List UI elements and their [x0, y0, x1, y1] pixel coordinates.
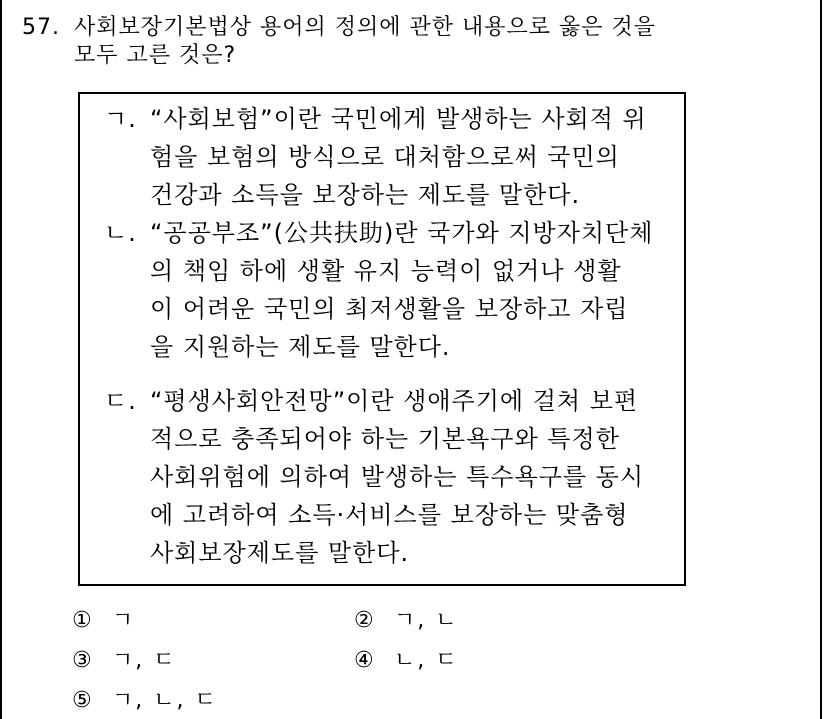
question-text-2: 모두 고른 것은? [74, 43, 237, 68]
option-number-2: ② [354, 608, 376, 633]
statement-mark-2: ㄴ. [104, 219, 137, 247]
statement-mark-1: ㄱ. [104, 105, 137, 133]
question-line-1 [22, 14, 802, 42]
statement-line: “사회보험”이란 국민에게 발생하는 사회적 위 [150, 105, 647, 133]
statement-line: 에 고려하여 소득·서비스를 보장하는 맞춤형 [150, 501, 629, 529]
option-number-5: ⑤ [72, 688, 94, 713]
option-number-3: ③ [72, 648, 94, 673]
option-2[interactable] [354, 606, 459, 636]
option-1[interactable] [72, 606, 135, 636]
statement-line: “공공부조”(公共扶助)란 국가와 지방자치단체 [150, 219, 654, 247]
statement-line: 이 어려운 국민의 최저생활을 보장하고 자립 [150, 295, 629, 323]
question-number: 57. [22, 15, 60, 40]
statement-line: 험을 보험의 방식으로 대처함으로써 국민의 [150, 143, 620, 171]
question [22, 14, 802, 70]
option-number-1: ① [72, 608, 94, 633]
option-number-4: ④ [354, 648, 376, 673]
statement-item-1 [104, 100, 664, 214]
option-5[interactable] [72, 686, 218, 716]
statement-line: 사회보장제도를 말한다. [150, 539, 410, 567]
question-text-1: 사회보장기본법상 용어의 정의에 관한 내용으로 옳은 것을 [74, 15, 657, 40]
statement-item-3 [104, 382, 664, 572]
option-text-4: ㄴ, ㄷ [394, 648, 459, 673]
statement-line: “평생사회안전망”이란 생애주기에 걸쳐 보편 [150, 387, 639, 415]
statement-line: 사회위험에 의하여 발생하는 특수욕구를 동시 [150, 463, 645, 491]
statement-item-2 [104, 214, 664, 366]
statement-line: 적으로 충족되어야 하는 기본욕구와 특정한 [150, 425, 620, 453]
statement-line: 건강과 소득을 보장하는 제도를 말한다. [150, 181, 581, 209]
statement-mark-3: ㄷ. [104, 387, 137, 415]
option-text-5: ㄱ, ㄴ, ㄷ [112, 688, 218, 713]
option-4[interactable] [354, 646, 459, 676]
option-text-3: ㄱ, ㄷ [112, 648, 177, 673]
option-3[interactable] [72, 646, 177, 676]
option-text-1: ㄱ [112, 608, 136, 633]
statement-box [78, 92, 686, 586]
statement-line: 의 책임 하에 생활 유지 능력이 없거나 생활 [150, 257, 622, 285]
statement-line: 을 지원하는 제도를 말한다. [150, 333, 451, 361]
option-text-2: ㄱ, ㄴ [394, 608, 459, 633]
